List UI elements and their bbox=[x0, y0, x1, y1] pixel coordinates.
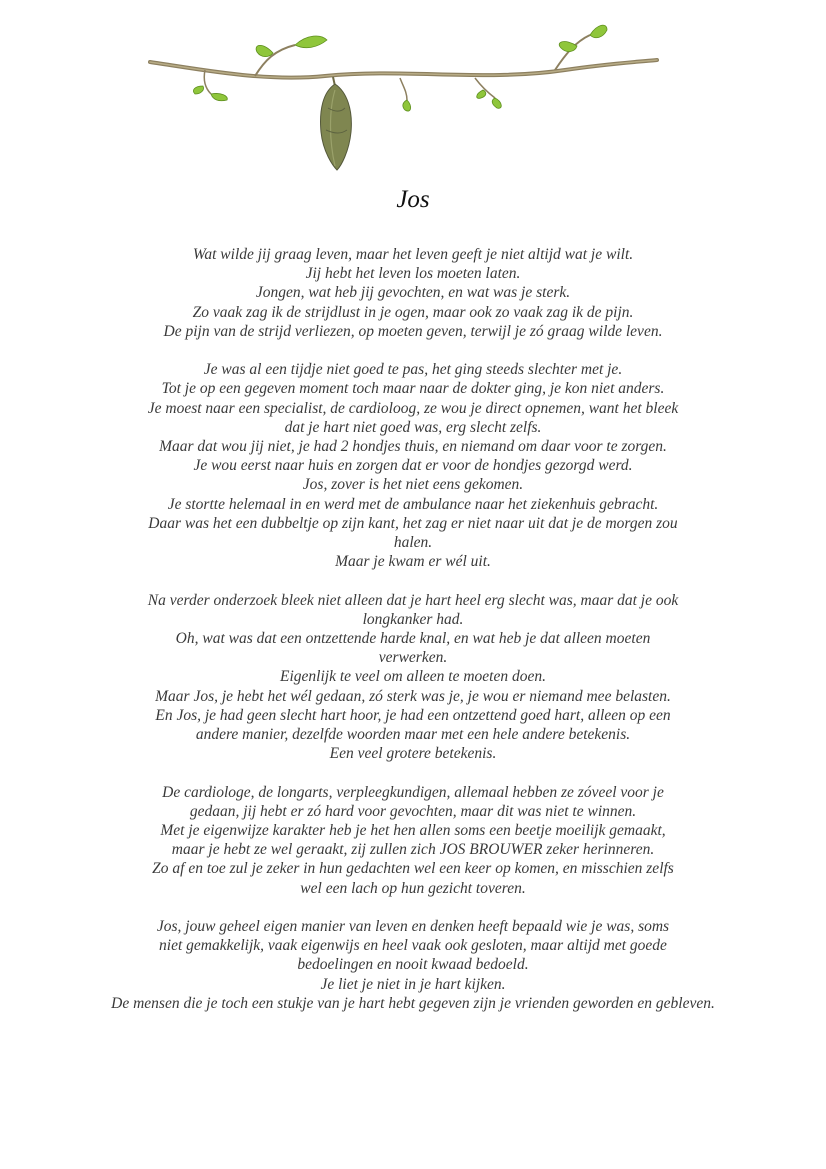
poem-line: De cardiologe, de longarts, verpleegkundigen, allemaal hebben ze zóveel voor je bbox=[162, 783, 664, 801]
poem-line: De mensen die je toch een stukje van je hart hebt gegeven zijn je vrienden geworden en gebleven. bbox=[111, 994, 715, 1012]
poem-body bbox=[70, 245, 756, 1032]
poem-line: andere manier, dezelfde woorden maar met een hele andere betekenis. bbox=[195, 726, 631, 744]
poem-line: Maar Jos, je hebt het wél gedaan, zó sterk was je, je wou er niemand mee belasten. bbox=[155, 687, 671, 705]
branch bbox=[150, 60, 657, 78]
poem-line: Jongen, wat heb jij gevochten, en wat was je sterk. bbox=[255, 284, 571, 302]
poem-line: gedaan, jij hebt er zó hard voor gevochten, maar dit was niet te winnen. bbox=[189, 802, 637, 820]
leaves bbox=[193, 25, 607, 111]
poem-line: Je wou eerst naar huis en zorgen dat er voor de hondjes gezorgd werd. bbox=[193, 457, 633, 475]
poem-title: Jos bbox=[396, 186, 430, 213]
poem-line: Jos, zover is het niet eens gekomen. bbox=[302, 476, 524, 494]
stanza bbox=[70, 360, 756, 571]
poem-line: Zo vaak zag ik de strijdlust in je ogen, maar ook zo vaak zag ik de pijn. bbox=[192, 303, 634, 321]
poem-line: dat je hart niet goed was, erg slecht zelfs. bbox=[284, 418, 542, 436]
poem-line: Oh, wat was dat een ontzettende harde knal, en wat heb je dat alleen moeten bbox=[175, 630, 651, 648]
poem-line: Je was al een tijdje niet goed te pas, het ging steeds slechter met je. bbox=[203, 361, 623, 379]
poem-line: Je stortte helemaal in en werd met de ambulance naar het ziekenhuis gebracht. bbox=[167, 495, 659, 513]
stanza bbox=[70, 917, 756, 1013]
poem-line: Een veel grotere betekenis. bbox=[329, 745, 497, 763]
poem-line: Tot je op een gegeven moment toch maar naar de dokter ging, je kon niet anders. bbox=[161, 380, 665, 398]
poem-line: Wat wilde jij graag leven, maar het leven geeft je niet altijd wat je wilt. bbox=[192, 246, 634, 263]
stanza bbox=[70, 591, 756, 764]
poem-line: Je liet je niet in je hart kijken. bbox=[320, 975, 506, 993]
poem-line: Daar was het een dubbeltje op zijn kant, het zag er niet naar uit dat je de morgen zou bbox=[148, 514, 678, 532]
poem-line: longkanker had. bbox=[362, 610, 464, 628]
poem-line: Maar dat wou jij niet, je had 2 hondjes thuis, en niemand om daar voor te zorgen. bbox=[159, 438, 667, 456]
poem-line: Eigenlijk te veel om alleen te moeten doen. bbox=[280, 668, 546, 686]
stanza bbox=[70, 783, 756, 898]
poem-line: Jij hebt het leven los moeten laten. bbox=[305, 265, 521, 283]
poem-line: Na verder onderzoek bleek niet alleen dat je hart heel erg slecht was, maar dat je ook bbox=[147, 591, 679, 609]
poem-line: wel een lach op hun gezicht toveren. bbox=[300, 879, 526, 897]
branch-with-chrysalis-illustration bbox=[145, 20, 665, 175]
poem-line: Je moest naar een specialist, de cardioloog, ze wou je direct opnemen, want het bleek bbox=[147, 399, 679, 417]
poem-line: Maar je kwam er wél uit. bbox=[335, 553, 491, 571]
poem-line: niet gemakkelijk, vaak eigenwijs en heel vaak ook gesloten, maar altijd met goede bbox=[159, 937, 667, 955]
poem-line: Zo af en toe zul je zeker in hun gedachten wel een keer op komen, en misschien zelfs bbox=[152, 860, 674, 878]
poem-line: bedoelingen en nooit kwaad bedoeld. bbox=[297, 956, 529, 974]
poem-line: De pijn van de strijd verliezen, op moeten geven, terwijl je zó graag wilde leven. bbox=[163, 322, 663, 340]
poem-line: En Jos, je had geen slecht hart hoor, je had een ontzettend goed hart, alleen op een bbox=[155, 706, 671, 724]
poem-line: Met je eigenwijze karakter heb je het hen allen soms een beetje moeilijk gemaakt, bbox=[160, 822, 666, 840]
poem-line: verwerken. bbox=[378, 649, 448, 667]
stanza bbox=[70, 245, 756, 341]
poem-line: Jos, jouw geheel eigen manier van leven en denken heeft bepaald wie je was, soms bbox=[156, 918, 670, 936]
poem-line: halen. bbox=[393, 534, 433, 552]
chrysalis bbox=[321, 77, 352, 170]
poem-line: maar je hebt ze wel geraakt, zij zullen zich JOS BROUWER zeker herinneren. bbox=[171, 841, 655, 859]
